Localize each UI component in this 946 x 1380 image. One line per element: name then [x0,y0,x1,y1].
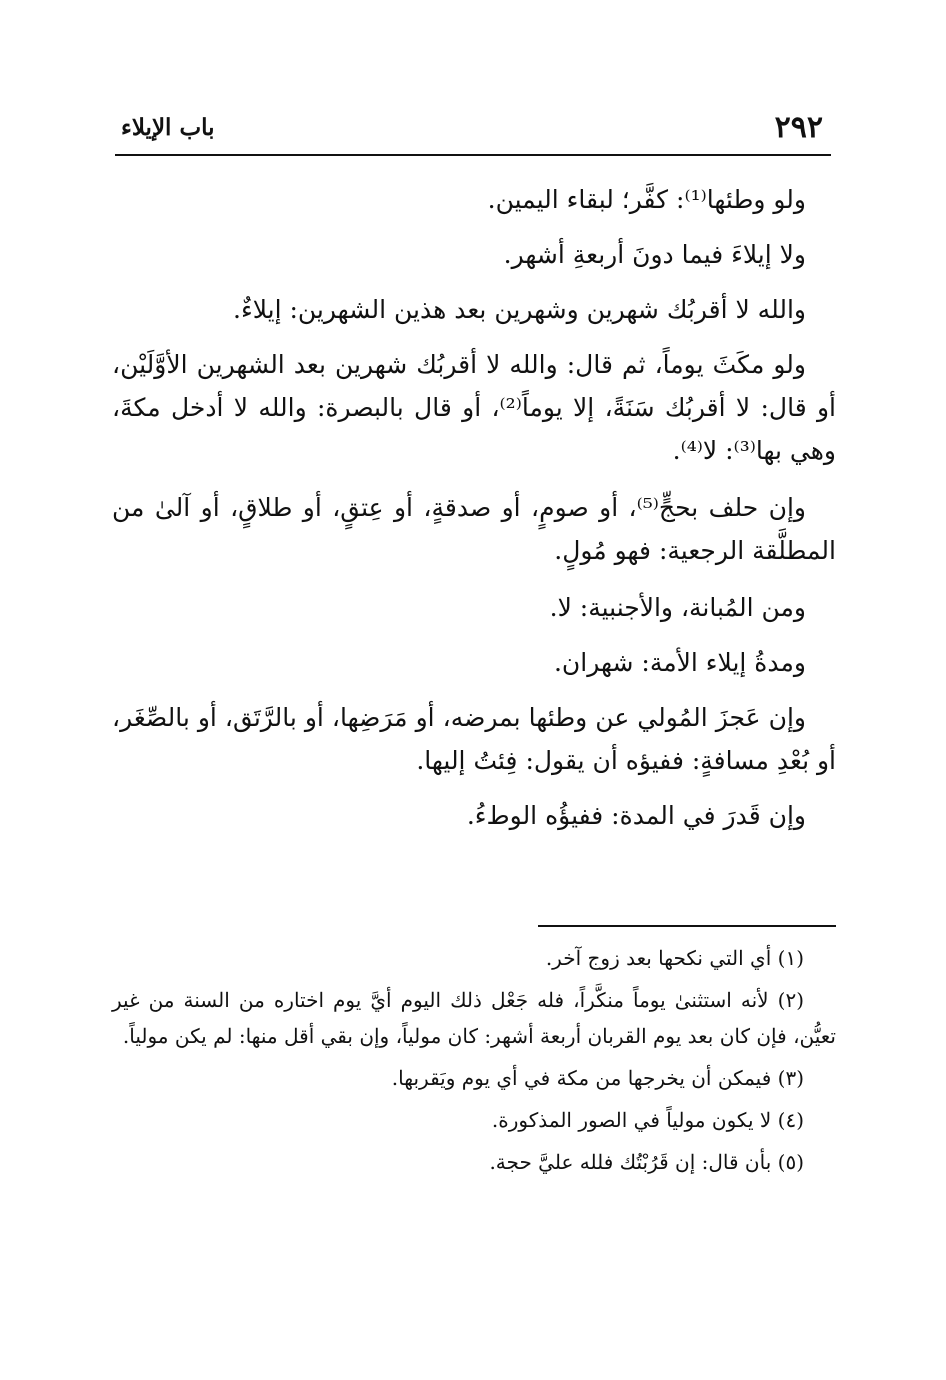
body-paragraph: والله لا أقربُك شهرين وشهرين بعد هذين الشهرين: إيلاءٌ. [233,295,806,324]
body-paragraph: وإن قَدرَ في المدة: ففيؤُه الوطءُ. [466,801,806,830]
main-text [112,178,836,849]
body-paragraph: ومدةُ إيلاء الأمة: شهران. [553,648,806,677]
footnote: (١) أي التي نكحها بعد زوج آخر. [545,946,804,970]
chapter-title: باب الإيلاء [121,114,215,141]
footnote: (٢) لأنه استثنىٰ يوماً منكَّراً، فله جَعْل ذلك اليوم أيَّ يوم اختاره من السنة من غير تعيُّن، فإن كان بعد يوم القربان أربعة أشهر: كان مولياً، وإن بقي أقل منها: لم يكن مولياً. [112,988,836,1048]
footnote: (٥) بأن قال: إن قَرُبْتُك فلله عليَّ حجة. [489,1150,804,1174]
footnote-divider [538,925,836,927]
footnote: (٤) لا يكون مولياً في الصور المذكورة. [491,1108,804,1132]
body-paragraph: وإن عَجزَ المُولي عن وطئها بمرضه، أو مَرَضِها، أو بالرَّتَق، أو بالصِّغَر، أو بُعْدِ مسافةٍ: ففيؤه أن يقول: فِئتُ إليها. [112,703,836,775]
footnote: (٣) فيمكن أن يخرجها من مكة في أي يوم ويَقربها. [391,1066,804,1090]
body-paragraph: ولو وطئها⁽¹⁾: كفَّر؛ لبقاء اليمين. [487,185,806,214]
page-header [115,108,831,156]
footnotes [112,940,836,1186]
body-paragraph: ولا إيلاءَ فيما دونَ أربعةِ أشهر. [503,240,806,269]
body-paragraph: ولو مكَثَ يوماً، ثم قال: والله لا أقربُك شهرين بعد الشهرين الأوَّلَيْن، أو قال: لا أقربُك سَنَةً، إلا يوماً⁽²⁾، أو قال بالبصرة: والله لا أدخل مكةَ، وهي بها⁽³⁾: لا⁽⁴⁾. [112,350,836,465]
body-paragraph: وإن حلف بحجٍّ⁽⁵⁾، أو صومٍ، أو صدقةٍ، أو عِتقٍ، أو طلاقٍ، أو آلىٰ من المطلَّقة الرجعية: فهو مُولٍ. [112,493,836,565]
body-paragraph: ومن المُبانة، والأجنبية: لا. [549,593,806,622]
page-number: ٢٩٢ [774,110,823,145]
